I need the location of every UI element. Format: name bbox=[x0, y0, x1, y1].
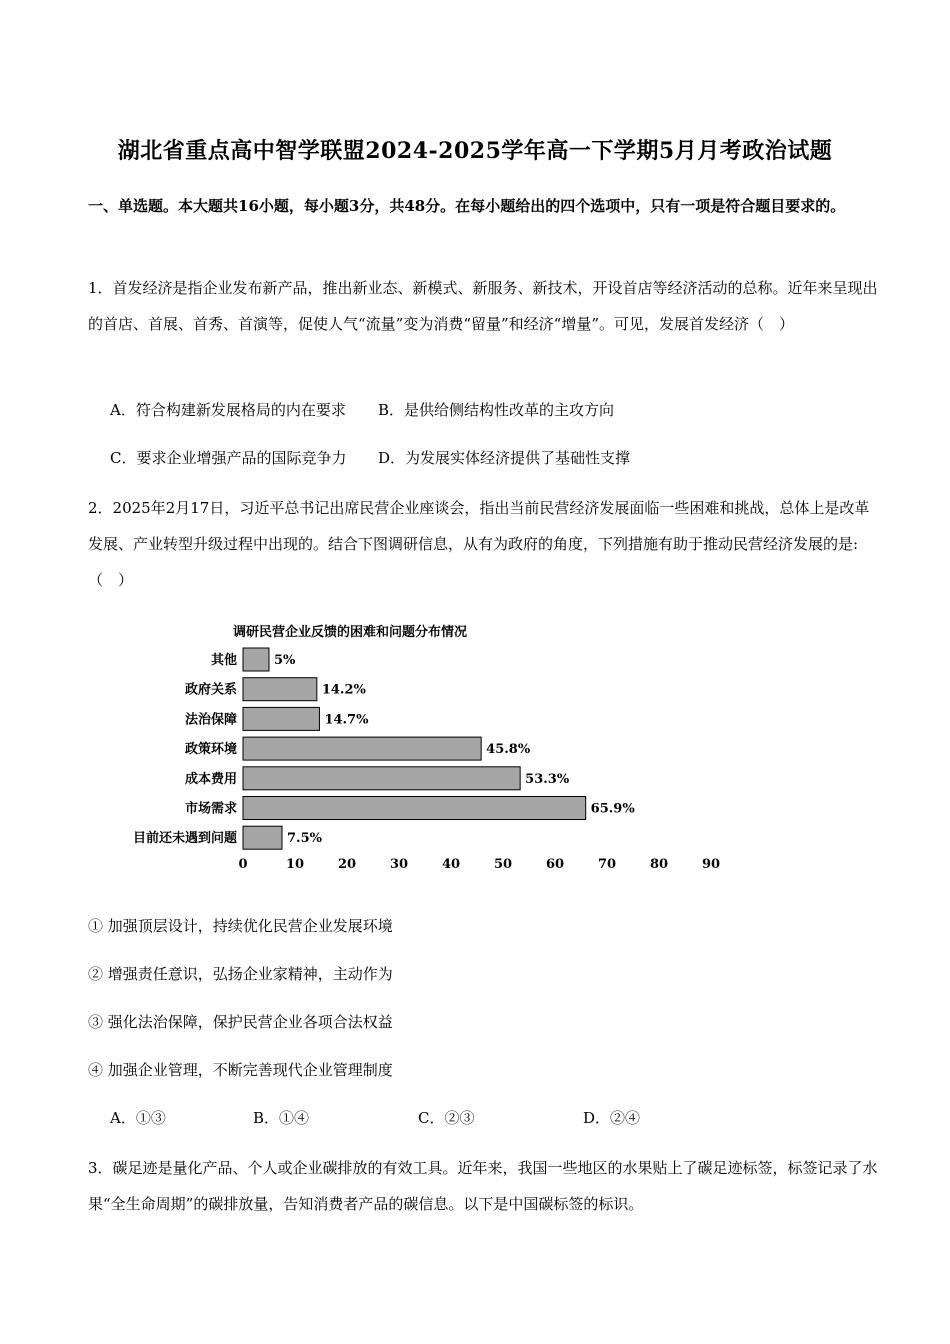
category-label: 市场需求 bbox=[184, 801, 237, 817]
bar bbox=[243, 678, 317, 701]
q1-option-a: A．符合构建新发展格局的内在要求 bbox=[110, 401, 346, 419]
statement-4: ④ 加强企业管理，不断完善现代企业管理制度 bbox=[88, 1061, 393, 1079]
question-1-stem: 1．首发经济是指企业发布新产品，推出新业态、新模式、新服务、新技术，开设首店等经济活动的总称。近年来呈现出的首店、首展、首秀、首演等，促使人气“流量”变为消费“留量”和经济“增量”。可见，发展首发经济（ ） bbox=[88, 279, 878, 333]
q1-option-d: D．为发展实体经济提供了基础性支撑 bbox=[378, 449, 631, 467]
section-heading: 一、单选题。本大题共16小题，每小题3分，共48分。在每小题给出的四个选项中，只有一项是符合题目要求的。 bbox=[88, 197, 846, 215]
x-tick-label: 50 bbox=[493, 856, 513, 872]
question-3-stem: 3．碳足迹是量化产品、个人或企业碳排放的有效工具。近年来，我国一些地区的水果贴上了碳足迹标签，标签记录了水果“全生命周期”的碳排放量，告知消费者产品的碳信息。以下是中国碳标签的标识。 bbox=[88, 1159, 878, 1213]
data-label: 5% bbox=[274, 653, 296, 668]
category-label: 法治保障 bbox=[184, 712, 237, 728]
bar-chart bbox=[100, 612, 740, 882]
category-label: 其他 bbox=[210, 653, 237, 668]
x-tick-label: 10 bbox=[285, 856, 305, 872]
page-title: 湖北省重点高中智学联盟2024-2025学年高一下学期5月月考政治试题 bbox=[117, 138, 833, 164]
x-tick-label: 90 bbox=[701, 856, 721, 872]
statement-3: ③ 强化法治保障，保护民营企业各项合法权益 bbox=[88, 1013, 393, 1031]
category-label: 成本费用 bbox=[184, 771, 237, 787]
bar bbox=[243, 797, 586, 820]
data-label: 14.2% bbox=[321, 682, 366, 698]
bar bbox=[243, 648, 269, 671]
x-tick-label: 70 bbox=[597, 856, 617, 872]
x-tick-label: 60 bbox=[545, 856, 565, 872]
data-label: 65.9% bbox=[590, 801, 635, 817]
statement-1: ① 加强顶层设计，持续优化民营企业发展环境 bbox=[88, 917, 393, 935]
q2-option-c: C．②③ bbox=[418, 1109, 475, 1127]
bar bbox=[243, 737, 481, 760]
x-tick-label: 20 bbox=[337, 856, 357, 872]
bar bbox=[243, 826, 282, 849]
x-tick-label: 30 bbox=[389, 856, 409, 872]
q2-option-b: B．①④ bbox=[253, 1109, 310, 1127]
category-label: 目前还未遇到问题 bbox=[132, 831, 237, 847]
data-label: 53.3% bbox=[525, 771, 570, 787]
x-tick-label: 40 bbox=[441, 856, 461, 872]
x-tick-label: 80 bbox=[649, 856, 669, 872]
q1-option-b: B．是供给侧结构性改革的主攻方向 bbox=[378, 401, 615, 419]
statement-2: ② 增强责任意识，弘扬企业家精神，主动作为 bbox=[88, 965, 393, 983]
data-label: 7.5% bbox=[287, 831, 322, 847]
category-label: 政策环境 bbox=[184, 742, 237, 758]
bar bbox=[243, 707, 319, 730]
chart-title: 调研民营企业反馈的困难和问题分布情况 bbox=[232, 625, 468, 640]
q2-option-a: A．①③ bbox=[110, 1109, 166, 1127]
q2-option-d: D．②④ bbox=[583, 1109, 641, 1127]
data-label: 45.8% bbox=[486, 742, 531, 758]
category-label: 政府关系 bbox=[184, 682, 237, 698]
question-2-stem: 2．2025年2月17日，习近平总书记出席民营企业座谈会，指出当前民营经济发展面临一些困难和挑战，总体上是改革发展、产业转型升级过程中出现的。结合下图调研信息，从有为政府的角度，下列措施有助于推动民营经济发展的是:（ ） bbox=[88, 499, 870, 589]
bar bbox=[243, 767, 520, 790]
x-tick-label: 0 bbox=[238, 856, 248, 872]
data-label: 14.7% bbox=[324, 712, 369, 728]
q1-option-c: C．要求企业增强产品的国际竞争力 bbox=[110, 449, 347, 467]
